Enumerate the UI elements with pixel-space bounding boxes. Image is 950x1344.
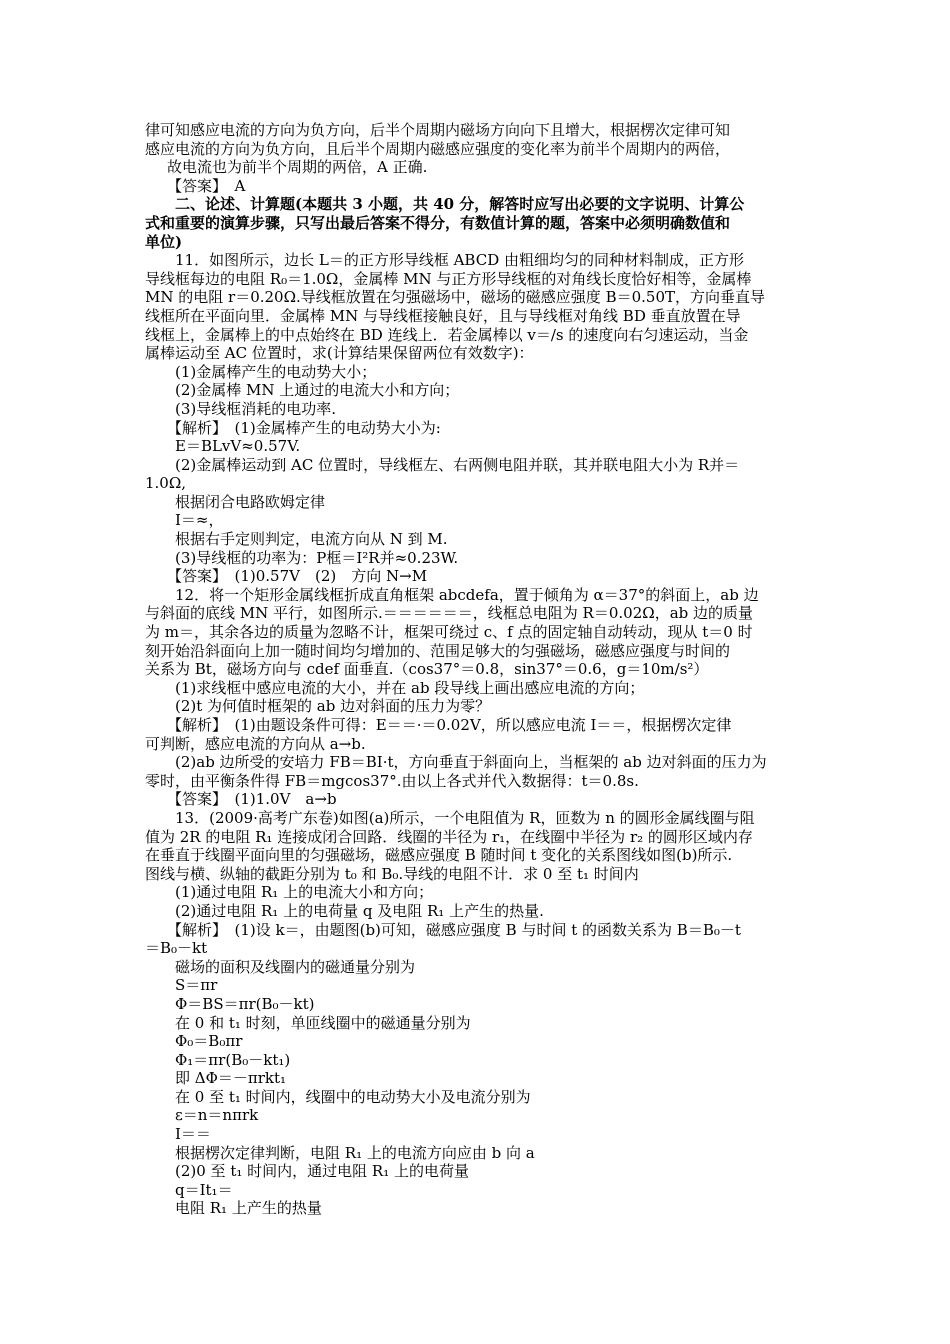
- text-line: 式和重要的演算步骤，只写出最后答案不得分，有数值计算的题，答案中必须明确数值和: [145, 213, 731, 232]
- text-line: 二、论述、计算题(本题共 3 小题，共 40 分，解答时应写出必要的文字说明、计算公: [175, 195, 745, 214]
- text-line: 刻开始沿斜面向上加一随时间均匀增加的、范围足够大的匀强磁场，磁感应强度与时间的: [145, 641, 731, 660]
- text-line: E＝BLvV≈0.57V.: [175, 437, 301, 456]
- text-line: 12．将一个矩形金属线框折成直角框架 abcdefa，置于倾角为 α＝37°的斜面上，ab 边: [175, 585, 759, 604]
- text-line: (2)金属棒运动到 AC 位置时，导线框左、右两侧电阻并联，其并联电阻大小为 R并＝: [175, 455, 740, 474]
- text-line: 根据楞次定律判断，电阻 R₁ 上的电流方向应由 b 向 a: [175, 1143, 535, 1162]
- text-line: 属棒运动至 AC 位置时，求(计算结果保留两位有效数字)：: [145, 344, 534, 363]
- text-line: 磁场的面积及线圈内的磁通量分别为: [175, 957, 416, 976]
- text-line: (3)导线框消耗的电功率.: [175, 399, 337, 418]
- text-line: 【答案】 (1)0.57V (2) 方向 N→M: [167, 567, 428, 586]
- text-line: (2)ab 边所受的安培力 FB＝BI·t，方向垂直于斜面向上，当框架的 ab 边对斜面的压力为: [175, 753, 767, 772]
- text-line: 可判断，感应电流的方向从 a→b.: [145, 734, 366, 753]
- text-line: ＝B₀－kt: [145, 939, 208, 958]
- text-line: MN 的电阻 r＝0.20Ω.导线框放置在匀强磁场中，磁场的磁感应强度 B＝0.50T，方向垂直导: [145, 288, 765, 307]
- text-line: I＝≈，: [175, 511, 224, 530]
- text-line: 线框上，金属棒上的中点始终在 BD 连线上．若金属棒以 v＝/s 的速度向右匀速运动，当金: [145, 325, 749, 344]
- text-line: 【解析】 (1)设 k＝，由题图(b)可知，磁感应强度 B 与时间 t 的函数关系为 B＝B₀－t: [167, 920, 741, 939]
- text-line: 值为 2R 的电阻 R₁ 连接成闭合回路．线圈的半径为 r₁，在线圈中半径为 r₂ 的圆形区域内存: [145, 827, 753, 846]
- text-line: 【答案】 A: [167, 176, 246, 195]
- text-line: ε＝n＝nπrk: [175, 1106, 259, 1125]
- text-line: Φ₁＝πr(B₀－kt₁): [175, 1050, 291, 1069]
- text-line: 线框所在平面向里．金属棒 MN 与导线框接触良好，且与导线框对角线 BD 垂直放置在导: [145, 306, 741, 325]
- text-line: 关系为 Bt，磁场方向与 cdef 面垂直.（cos37°＝0.8，sin37°＝0.6，g＝10m/s²）: [145, 660, 709, 679]
- text-line: 单位): [145, 232, 183, 251]
- text-line: Φ＝BS＝πr(B₀－kt): [175, 994, 315, 1013]
- text-line: 13．(2009·高考广东卷)如图(a)所示，一个电阻值为 R，匝数为 n 的圆形金属线圈与阻: [175, 808, 755, 827]
- text-line: 1.0Ω,: [145, 474, 187, 493]
- document-body: [145, 121, 809, 1218]
- text-line: 根据闭合电路欧姆定律: [175, 492, 326, 511]
- text-line: 【解析】 (1)金属棒产生的电动势大小为:: [167, 418, 441, 437]
- text-line: I＝＝: [175, 1125, 211, 1144]
- text-line: (2)金属棒 MN 上通过的电流大小和方向；: [175, 381, 460, 400]
- text-line: 与斜面的底线 MN 平行，如图所示.＝＝＝＝＝＝，线框总电阻为 R＝0.02Ω，ab 边的质量: [145, 604, 754, 623]
- text-line: 电阻 R₁ 上产生的热量: [175, 1199, 322, 1218]
- text-line: q＝It₁＝: [175, 1180, 233, 1199]
- text-line: 在 0 至 t₁ 时间内，线圈中的电动势大小及电流分别为: [175, 1087, 531, 1106]
- text-line: (2)0 至 t₁ 时间内，通过电阻 R₁ 上的电荷量: [175, 1162, 469, 1181]
- text-line: 根据右手定则判定，电流方向从 N 到 M.: [175, 530, 448, 549]
- text-line: (1)通过电阻 R₁ 上的电流大小和方向；: [175, 883, 434, 902]
- text-line: (1)金属棒产生的电动势大小；: [175, 362, 377, 381]
- text-line: 零时，由平衡条件得 FB＝mgcos37°.由以上各式并代入数据得：t＝0.8s.: [145, 771, 639, 790]
- text-line: 【解析】 (1)由题设条件可得：E＝＝·＝0.02V，所以感应电流 I＝＝，根据楞次定律: [167, 716, 732, 734]
- text-line: (2)t 为何值时框架的 ab 边对斜面的压力为零？: [175, 697, 491, 716]
- text-line: (3)导线框的功率为：P框＝I²R并≈0.23W.: [175, 548, 459, 567]
- text-line: 感应电流的方向为负方向，且后半个周期内磁感应强度的变化率为前半个周期内的两倍，: [145, 139, 731, 158]
- text-line: 图线与横、纵轴的截距分别为 t₀ 和 B₀.导线的电阻不计．求 0 至 t₁ 时间内: [145, 864, 639, 883]
- text-line: Φ₀＝B₀πr: [175, 1032, 243, 1051]
- text-line: 导线框每边的电阻 R₀＝1.0Ω，金属棒 MN 与正方形导线框的对角线长度恰好相等，金属棒: [145, 269, 752, 288]
- text-line: 故电流也为前半个周期的两倍，A 正确.: [167, 158, 428, 177]
- text-line: 在垂直于线圈平面向里的匀强磁场，磁感应强度 B 随时间 t 变化的关系图线如图(b)所示.: [145, 846, 733, 865]
- text-line: 为 m＝，其余各边的质量为忽略不计，框架可绕过 c、f 点的固定轴自动转动，现从 t＝0 时: [145, 623, 753, 642]
- text-line: S＝πr: [175, 976, 218, 995]
- text-line: 【答案】 (1)1.0V a→b: [167, 790, 337, 809]
- text-line: 即 ΔΦ＝－πrkt₁: [175, 1069, 287, 1088]
- text-line: (2)通过电阻 R₁ 上的电荷量 q 及电阻 R₁ 上产生的热量.: [175, 901, 544, 920]
- text-line: (1)求线框中感应电流的大小，并在 ab 段导线上画出感应电流的方向；: [175, 678, 645, 697]
- text-line: 律可知感应电流的方向为负方向，后半个周期内磁场方向向下且增大，根据楞次定律可知: [145, 121, 731, 139]
- text-line: 在 0 和 t₁ 时刻，单匝线圈中的磁通量分别为: [175, 1013, 471, 1032]
- text-line: 11．如图所示，边长 L＝的正方形导线框 ABCD 由粗细均匀的同种材料制成，正方形: [175, 251, 744, 270]
